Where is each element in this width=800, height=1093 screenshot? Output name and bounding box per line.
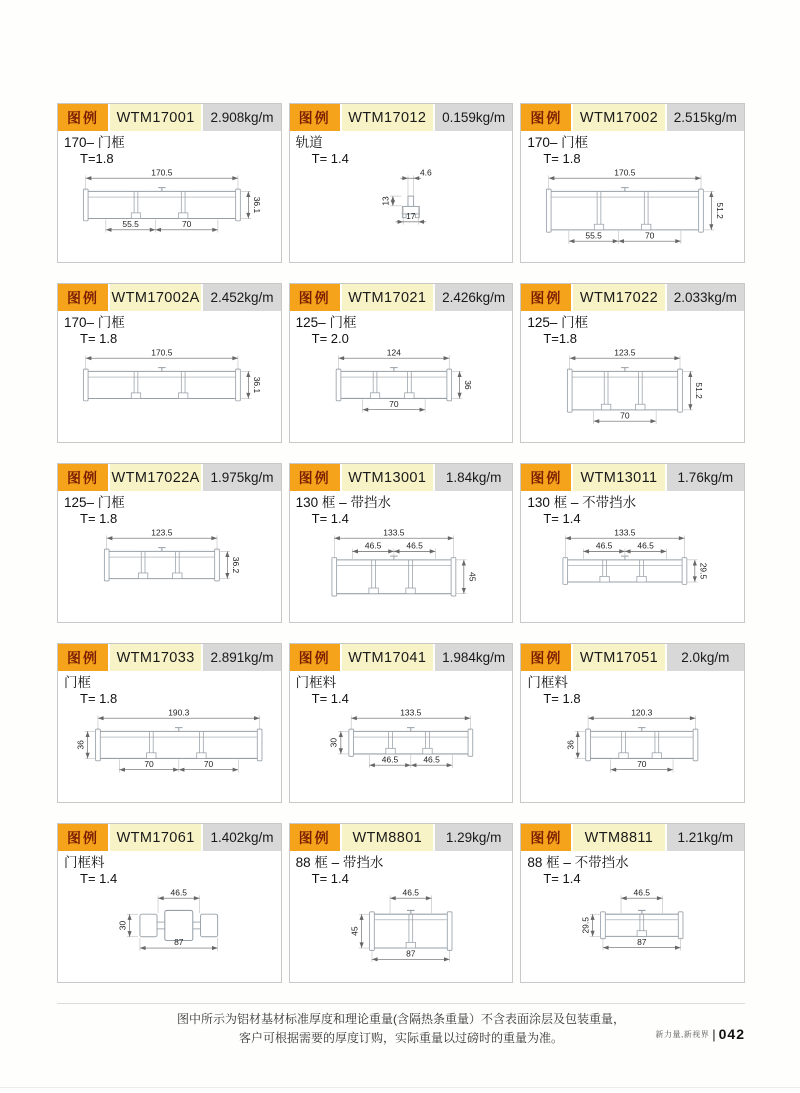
svg-text:87: 87 xyxy=(405,948,416,959)
profile-thickness: T= 1.8 xyxy=(80,691,118,706)
legend-badge: 图例 xyxy=(290,284,340,311)
svg-text:30: 30 xyxy=(117,920,128,931)
profile-title: 门框料 xyxy=(527,675,568,690)
profile-title: 170– 门框 xyxy=(527,135,589,150)
profile-cell-header xyxy=(521,284,744,311)
svg-text:190.3: 190.3 xyxy=(168,707,190,718)
profile-cell xyxy=(57,823,282,983)
profile-cell xyxy=(520,463,745,623)
profile-title: 125– 门框 xyxy=(527,315,589,330)
model-code: WTM17033 xyxy=(110,644,201,671)
profile-cell-body xyxy=(58,491,281,620)
svg-text:4.6: 4.6 xyxy=(419,167,432,178)
profile-thickness: T= 1.4 xyxy=(311,151,349,166)
svg-text:70: 70 xyxy=(388,398,399,409)
profile-thickness: T= 1.4 xyxy=(311,871,349,886)
legend-badge: 图例 xyxy=(290,104,340,131)
footer-note-line1: 图中所示为铝材基材标准厚度和理论重量(含隔热条重量）不含表面涂层及包装重量， xyxy=(177,1012,625,1026)
profile-thickness: T= 1.4 xyxy=(80,871,118,886)
profile-drawing xyxy=(64,346,277,440)
legend-badge: 图例 xyxy=(58,824,108,851)
profile-cell-header xyxy=(58,824,281,851)
svg-text:123.5: 123.5 xyxy=(151,527,173,538)
svg-text:36.1: 36.1 xyxy=(251,376,262,394)
brand-slogan: 新力量,新视界 xyxy=(655,1029,710,1039)
svg-text:70: 70 xyxy=(144,758,154,769)
svg-text:70: 70 xyxy=(181,218,192,229)
profile-title: 门框料 xyxy=(64,855,105,870)
svg-text:133.5: 133.5 xyxy=(614,527,636,538)
profile-drawing xyxy=(527,706,740,800)
profile-cell xyxy=(57,103,282,263)
profile-title: 170– 门框 xyxy=(64,135,125,150)
profile-drawing xyxy=(296,886,509,980)
legend-badge: 图例 xyxy=(58,284,108,311)
svg-text:29.5: 29.5 xyxy=(580,917,591,934)
legend-badge: 图例 xyxy=(58,644,108,671)
profile-cell xyxy=(57,463,282,623)
weight-value: 1.29kg/m xyxy=(435,824,512,851)
profile-title: 170– 门框 xyxy=(64,315,125,330)
svg-text:133.5: 133.5 xyxy=(399,707,422,718)
weight-value: 2.426kg/m xyxy=(435,284,512,311)
weight-value: 1.84kg/m xyxy=(435,464,512,491)
profile-cell-header xyxy=(58,644,281,671)
model-code: WTM17061 xyxy=(110,824,201,851)
profile-thickness: T= 1.4 xyxy=(543,511,581,526)
svg-text:133.5: 133.5 xyxy=(382,527,405,538)
profile-drawing xyxy=(64,166,277,260)
profile-thickness: T= 1.8 xyxy=(80,511,118,526)
legend-badge: 图例 xyxy=(521,644,571,671)
profile-cell xyxy=(289,103,514,263)
profile-cell xyxy=(289,643,514,803)
legend-badge: 图例 xyxy=(290,644,340,671)
svg-text:70: 70 xyxy=(637,758,647,769)
svg-text:70: 70 xyxy=(620,410,630,421)
profile-drawing xyxy=(527,886,740,980)
profile-cell-header xyxy=(521,824,744,851)
profile-drawing xyxy=(64,526,277,620)
legend-badge: 图例 xyxy=(521,104,571,131)
model-code: WTM17002 xyxy=(573,104,664,131)
profile-cell-header xyxy=(290,284,513,311)
svg-text:87: 87 xyxy=(174,937,184,948)
profile-cell-header xyxy=(290,104,513,131)
svg-text:46.5: 46.5 xyxy=(422,754,440,765)
profile-drawing xyxy=(527,346,740,440)
svg-text:45: 45 xyxy=(349,926,360,936)
weight-value: 1.975kg/m xyxy=(203,464,280,491)
profile-drawing xyxy=(296,166,509,260)
profile-cell xyxy=(520,283,745,443)
profile-cell xyxy=(520,643,745,803)
footer-note xyxy=(57,1003,745,1048)
model-code: WTM17001 xyxy=(110,104,201,131)
profile-thickness: T= 1.8 xyxy=(543,151,581,166)
profile-thickness: T= 1.4 xyxy=(311,511,349,526)
profile-cell-header xyxy=(290,824,513,851)
profile-cell-body xyxy=(290,491,513,620)
profile-cell-header xyxy=(521,644,744,671)
profile-drawing xyxy=(296,706,509,800)
legend-badge: 图例 xyxy=(58,464,108,491)
profile-title: 轨道 xyxy=(295,135,323,150)
legend-badge: 图例 xyxy=(290,464,340,491)
svg-text:46.5: 46.5 xyxy=(406,540,423,551)
svg-text:170.5: 170.5 xyxy=(614,167,636,178)
profile-thickness: T= 1.8 xyxy=(80,331,118,346)
legend-badge: 图例 xyxy=(58,104,108,131)
svg-text:46.5: 46.5 xyxy=(381,754,398,765)
profile-cell-body xyxy=(58,851,281,980)
model-code: WTM8801 xyxy=(342,824,433,851)
svg-text:13: 13 xyxy=(380,196,391,206)
svg-text:70: 70 xyxy=(645,230,655,241)
svg-text:170.5: 170.5 xyxy=(151,167,173,178)
profile-title: 130 框 – 不带挡水 xyxy=(527,495,637,510)
profile-cell-header xyxy=(58,464,281,491)
weight-value: 2.908kg/m xyxy=(203,104,280,131)
weight-value: 2.452kg/m xyxy=(203,284,280,311)
svg-text:17: 17 xyxy=(405,211,416,222)
profile-cell-header xyxy=(58,104,281,131)
svg-text:124: 124 xyxy=(386,347,401,358)
svg-text:87: 87 xyxy=(637,936,647,947)
model-code: WTM17002A xyxy=(110,284,201,311)
svg-text:36: 36 xyxy=(462,380,473,390)
profile-title: 88 框 – 带挡水 xyxy=(295,855,384,870)
page-number: 042 xyxy=(718,1026,745,1042)
weight-value: 2.891kg/m xyxy=(203,644,280,671)
profile-cell-body xyxy=(58,131,281,260)
profile-thickness: T= 1.4 xyxy=(311,691,349,706)
profile-cell-header xyxy=(521,104,744,131)
svg-text:36: 36 xyxy=(75,740,86,750)
profile-cell xyxy=(289,823,514,983)
profile-thickness: T= 1.8 xyxy=(543,691,581,706)
svg-text:123.5: 123.5 xyxy=(614,347,636,358)
svg-text:120.3: 120.3 xyxy=(631,707,653,718)
svg-text:36: 36 xyxy=(565,740,576,750)
profile-cell-body xyxy=(290,311,513,440)
model-code: WTM17022A xyxy=(110,464,201,491)
svg-text:46.5: 46.5 xyxy=(364,540,381,551)
profile-cell-body xyxy=(58,671,281,800)
weight-value: 2.033kg/m xyxy=(667,284,744,311)
model-code: WTM17051 xyxy=(573,644,664,671)
model-code: WTM17041 xyxy=(342,644,433,671)
model-code: WTM13001 xyxy=(342,464,433,491)
brand-separator: | xyxy=(712,1026,716,1042)
profile-cell-header xyxy=(521,464,744,491)
model-code: WTM17021 xyxy=(342,284,433,311)
svg-text:46.5: 46.5 xyxy=(402,887,419,898)
weight-value: 1.76kg/m xyxy=(667,464,744,491)
weight-value: 2.515kg/m xyxy=(667,104,744,131)
profiles-grid xyxy=(57,103,745,983)
model-code: WTM13011 xyxy=(573,464,664,491)
profile-title: 门框 xyxy=(64,675,91,690)
profile-cell xyxy=(289,283,514,443)
model-code: WTM17012 xyxy=(342,104,433,131)
profile-cell-body xyxy=(58,311,281,440)
profile-drawing xyxy=(64,886,277,980)
profile-cell-body xyxy=(290,671,513,800)
profile-cell-header xyxy=(58,284,281,311)
profile-title: 125– 门框 xyxy=(64,495,125,510)
footer-brandline xyxy=(656,1026,745,1042)
profile-title: 125– 门框 xyxy=(295,315,357,330)
weight-value: 1.21kg/m xyxy=(667,824,744,851)
profile-thickness: T= 1.4 xyxy=(543,871,581,886)
svg-text:55.5: 55.5 xyxy=(585,230,603,241)
legend-badge: 图例 xyxy=(290,824,340,851)
footer-note-line2: 客户可根据需要的厚度订购，实际重量以过磅时的重量为准。 xyxy=(238,1031,563,1046)
profile-cell-body xyxy=(521,491,744,620)
profile-drawing xyxy=(64,706,277,800)
profile-cell-header xyxy=(290,644,513,671)
profile-cell-body xyxy=(521,131,744,260)
profile-cell xyxy=(520,103,745,263)
model-code: WTM17022 xyxy=(573,284,664,311)
profile-cell-body xyxy=(521,851,744,980)
profile-cell-body xyxy=(290,851,513,980)
weight-value: 1.984kg/m xyxy=(435,644,512,671)
svg-text:29.5: 29.5 xyxy=(698,562,709,580)
profile-cell xyxy=(289,463,514,623)
profile-title: 88 框 – 不带挡水 xyxy=(527,855,629,870)
svg-text:55.5: 55.5 xyxy=(122,218,139,229)
svg-text:45: 45 xyxy=(467,572,478,582)
svg-text:51.2: 51.2 xyxy=(715,202,726,219)
weight-value: 2.0kg/m xyxy=(667,644,744,671)
profile-cell-body xyxy=(290,131,513,260)
profile-drawing xyxy=(527,166,740,260)
profile-cell-body xyxy=(521,311,744,440)
profile-title: 门框料 xyxy=(295,675,337,690)
profile-cell xyxy=(57,643,282,803)
svg-text:36.2: 36.2 xyxy=(230,556,241,574)
bottom-rule xyxy=(0,1087,800,1088)
profile-cell xyxy=(520,823,745,983)
profile-title: 130 框 – 带挡水 xyxy=(295,495,391,510)
svg-text:46.5: 46.5 xyxy=(633,887,651,898)
profile-drawing xyxy=(296,526,509,620)
profile-drawing xyxy=(296,346,509,440)
weight-value: 0.159kg/m xyxy=(435,104,512,131)
legend-badge: 图例 xyxy=(521,824,571,851)
svg-text:30: 30 xyxy=(328,737,339,748)
svg-text:170.5: 170.5 xyxy=(151,347,173,358)
profile-thickness: T= 2.0 xyxy=(311,331,349,346)
legend-badge: 图例 xyxy=(521,464,571,491)
model-code: WTM8811 xyxy=(573,824,664,851)
profile-cell xyxy=(57,283,282,443)
svg-text:46.5: 46.5 xyxy=(170,887,188,898)
svg-text:36.1: 36.1 xyxy=(251,196,262,214)
svg-text:46.5: 46.5 xyxy=(596,540,613,551)
profile-cell-body xyxy=(521,671,744,800)
svg-text:70: 70 xyxy=(203,758,214,769)
weight-value: 1.402kg/m xyxy=(203,824,280,851)
profile-drawing xyxy=(527,526,740,620)
legend-badge: 图例 xyxy=(521,284,571,311)
profile-thickness: T=1.8 xyxy=(543,331,577,346)
profile-cell-header xyxy=(290,464,513,491)
svg-text:51.2: 51.2 xyxy=(694,382,705,399)
svg-text:46.5: 46.5 xyxy=(637,540,655,551)
profile-thickness: T=1.8 xyxy=(80,151,114,166)
